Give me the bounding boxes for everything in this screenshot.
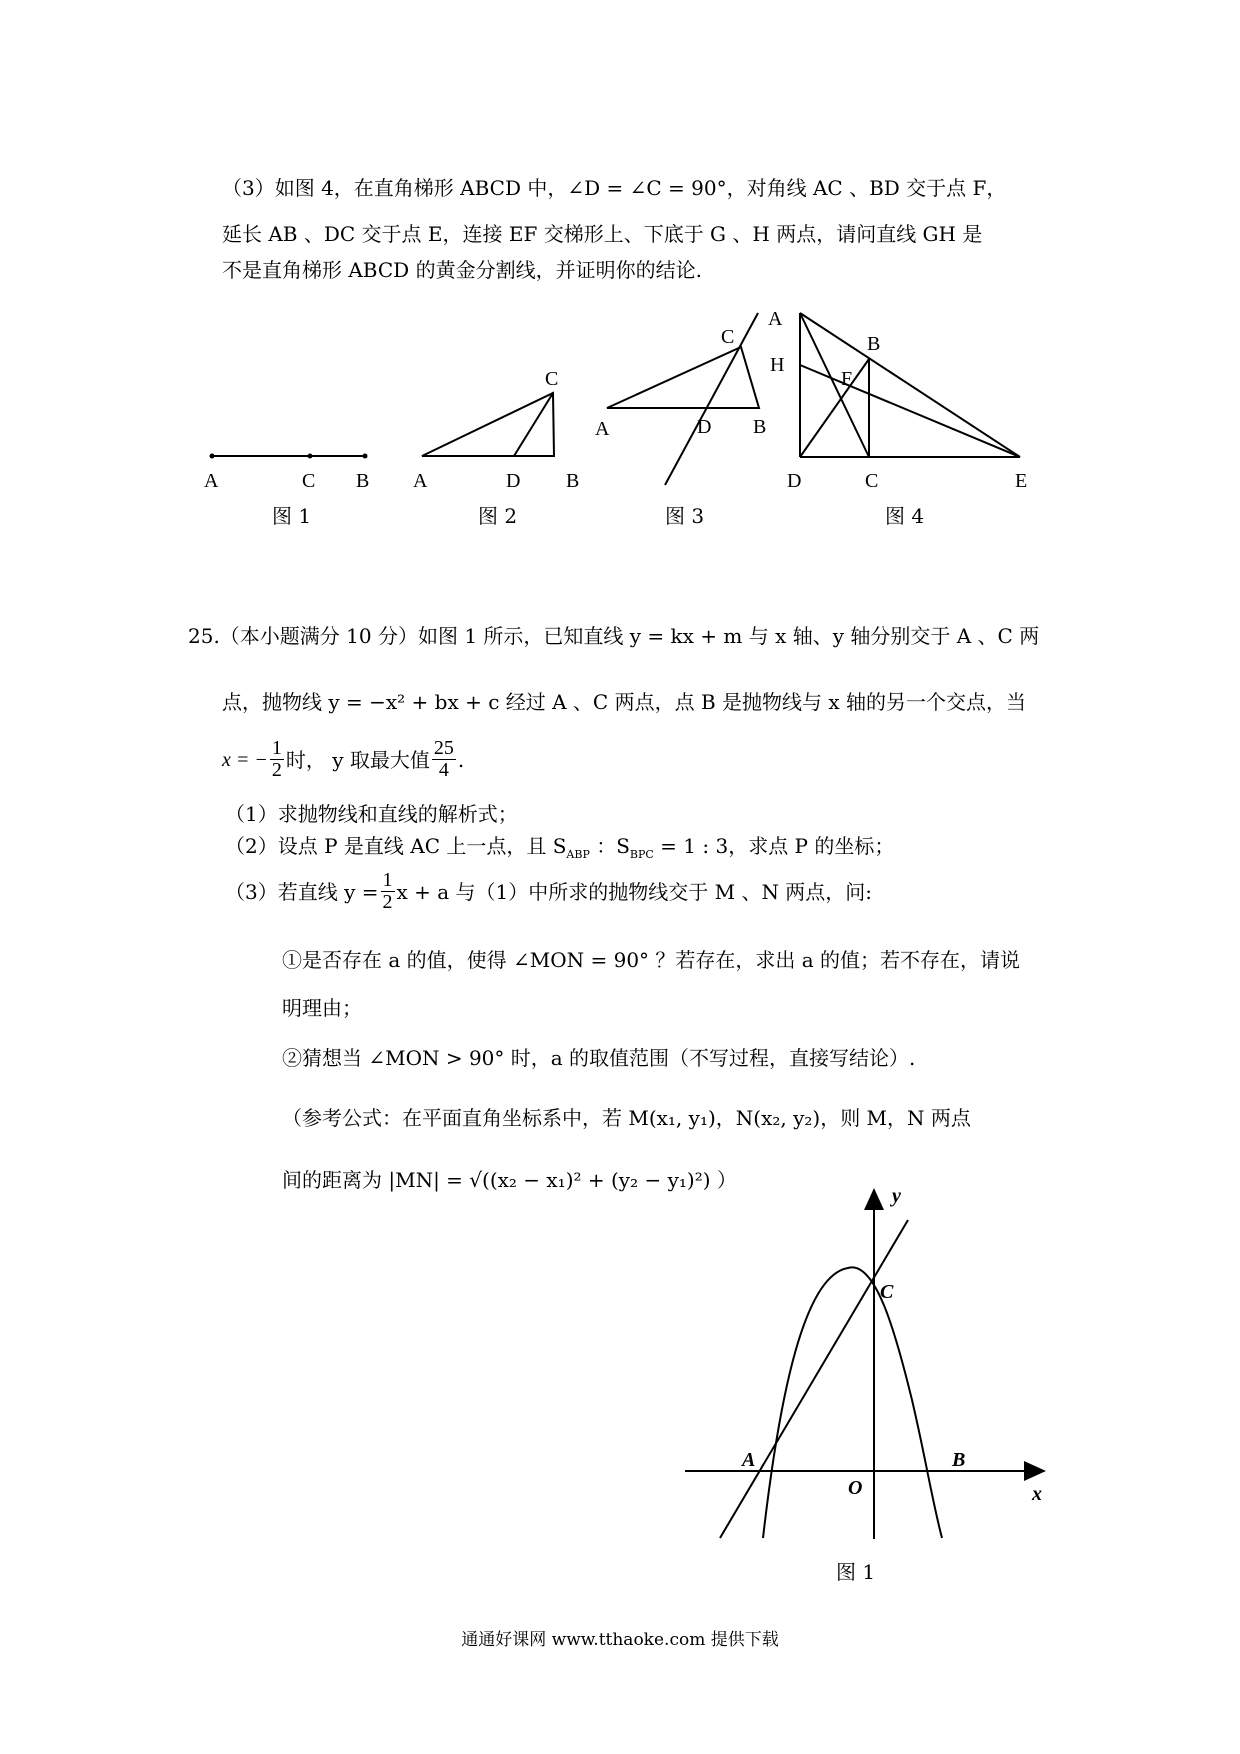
q25-line3-end: . [457, 747, 465, 772]
q25-c2: ②猜想当 ∠MON > 90° 时，a 的取值范围（不写过程，直接写结论）. [282, 1046, 916, 1070]
fig3-label-d: D [697, 416, 712, 438]
fig2-label-a: A [413, 470, 428, 492]
graph-label-a: A [742, 1449, 756, 1471]
figure-1 [180, 440, 380, 500]
q25-sub2-mid: ：S [589, 834, 630, 858]
fig3-label-b: B [753, 416, 767, 438]
graph-label-o: O [848, 1477, 863, 1499]
line-ac [720, 1220, 908, 1538]
q25-ref2: 间的距离为 |MN| = √((x₂ − x₁)² + (y₂ − y₁)²) ） [282, 1168, 737, 1192]
q25-line2: 点，抛物线 y = −x² + bx + c 经过 A 、C 两点，点 B 是抛物线与 x 轴的另一个交点，当 [222, 690, 1026, 714]
q25-line3-pre: x = − [222, 748, 268, 771]
q25-sub2 [225, 834, 894, 861]
frac2-num: 25 [433, 737, 454, 759]
frac3-num: 1 [382, 869, 393, 891]
fig3-label-c: C [721, 326, 735, 348]
graph-label-b: B [952, 1449, 966, 1471]
fraction-25-4 [432, 738, 456, 781]
fig1-label-a: A [204, 470, 219, 492]
fig4-label-a: A [768, 308, 783, 330]
graph-label-x: x [1032, 1483, 1042, 1505]
fig4-label-e: E [1015, 470, 1028, 490]
fig4-label-h: H [770, 354, 785, 376]
fig2-label-c: C [545, 368, 559, 390]
frac1-num: 1 [271, 737, 282, 759]
fig1-label-b: B [356, 470, 370, 492]
graph-label-y: y [892, 1185, 901, 1207]
fig2-caption: 图 2 [478, 504, 518, 528]
q25-c1-line2: 明理由； [282, 996, 362, 1020]
q24-part3-line2: 延长 AB 、DC 交于点 E，连接 EF 交梯形上、下底于 G 、H 两点，请问直线 GH 是 [222, 222, 983, 246]
fig4-label-d: D [787, 470, 802, 490]
graph-caption: 图 1 [836, 1560, 876, 1584]
q25-sub2-pre: （2）设点 P 是直线 AC 上一点，且 S [225, 834, 567, 858]
fig3-caption: 图 3 [665, 504, 705, 528]
q25-ref1: （参考公式：在平面直角坐标系中，若 M(x₁, y₁)，N(x₂, y₂)，则 M，N 两点 [282, 1106, 971, 1130]
q24-part3-line3: 不是直角梯形 ABCD 的黄金分割线，并证明你的结论. [222, 258, 702, 282]
q25-c1-line1: ①是否存在 a 的值，使得 ∠MON = 90° ？若存在，求出 a 的值；若不存在，请说 [282, 948, 1021, 972]
fig4-caption: 图 4 [885, 504, 925, 528]
fig2-label-b: B [566, 470, 580, 492]
fraction-one-half-line [381, 870, 395, 913]
fig4-label-f: F [841, 368, 853, 390]
q25-header: 25.（本小题满分 10 分）如图 1 所示，已知直线 y = kx + m 与 x 轴、y 轴分别交于 A 、C 两 [188, 624, 1040, 648]
figure-4 [765, 305, 1055, 490]
q25-sub3-pre: （3）若直线 y = [225, 879, 379, 904]
q25-sub3 [225, 870, 872, 913]
figure-2 [410, 365, 610, 500]
frac1-den: 2 [271, 759, 282, 781]
frac3-den: 2 [382, 891, 393, 913]
q25-line3-mid: 时， y 取最大值 [285, 747, 430, 772]
q25-sub1: （1）求抛物线和直线的解析式； [225, 802, 518, 826]
fig2-label-d: D [506, 470, 521, 492]
q25-line3 [222, 738, 464, 781]
frac2-den: 4 [438, 759, 449, 781]
page-footer: 通通好课网 www.tthaoke.com 提供下载 [461, 1630, 779, 1650]
fig3-label-a: A [595, 418, 610, 440]
fraction-one-half [270, 738, 284, 781]
q25-sub2-idx2: BPC [629, 848, 654, 861]
fig1-caption: 图 1 [272, 504, 312, 528]
fig4-label-c: C [865, 470, 879, 490]
q24-part3-line1: （3）如图 4，在直角梯形 ABCD 中，∠D = ∠C = 90°，对角线 AC 、BD 交于点 F， [222, 176, 1007, 200]
coordinate-graph [680, 1180, 1060, 1590]
q25-sub2-end: = 1 : 3，求点 P 的坐标； [653, 834, 895, 858]
q25-sub2-idx1: ABP [566, 848, 590, 861]
graph-label-c: C [880, 1281, 894, 1303]
q25-sub3-end: x + a 与（1）中所求的抛物线交于 M 、N 两点，问: [396, 879, 873, 904]
fig1-label-c: C [302, 470, 316, 492]
fig4-label-b: B [867, 333, 881, 355]
